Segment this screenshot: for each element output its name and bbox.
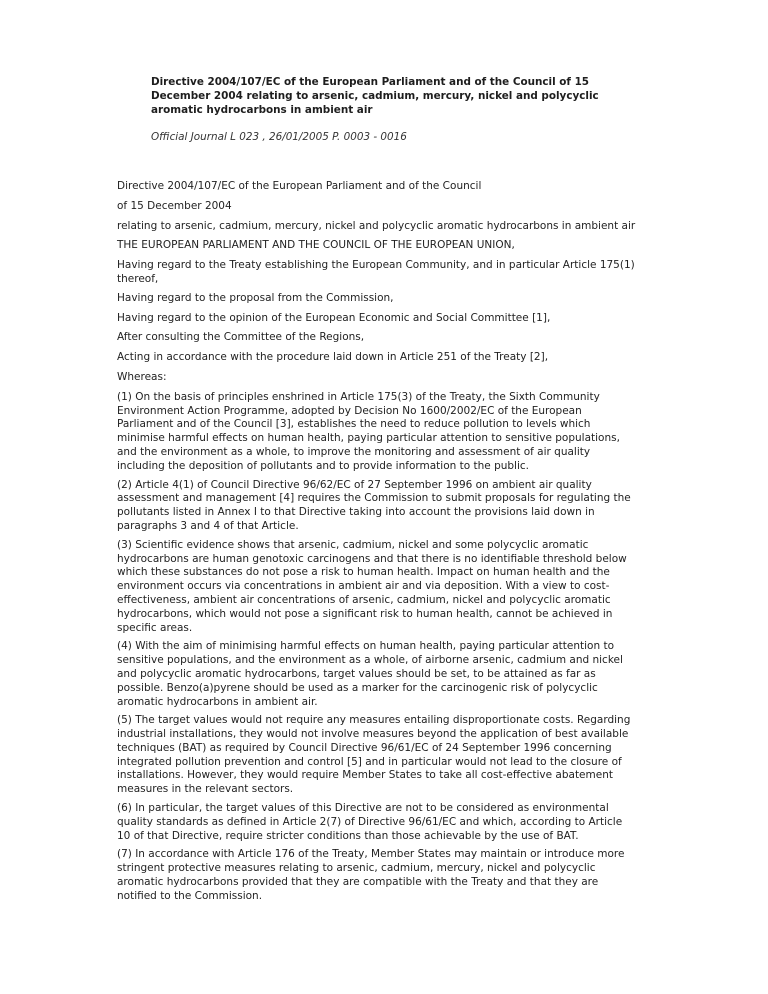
paragraph-citation-regions: After consulting the Committee of the Regions, <box>117 331 365 344</box>
recital-1: (1) On the basis of principles enshrined in Article 175(3) of the Treaty, the Sixth Community Environment Action Programme, adopted by Decision No 1600/2002/EC of the European Parliament and of the Council [3], establishes the need to reduce pollution to levels which minimise harmful effects on human health, paying particular attention to sensitive populations, and the environment as a whole, to improve the monitoring and assessment of air quality including the deposition of pollutants and to provide information to the public. <box>117 390 620 472</box>
paragraph-title-line-2: of 15 December 2004 <box>117 199 232 212</box>
document-header <box>151 75 621 143</box>
document-title: Directive 2004/107/EC of the European Parliament and of the Council of 15 December 2004 relating to arsenic, cadmium, mercury, nickel and polycyclic aromatic hydrocarbons in ambient air <box>151 76 599 116</box>
paragraph-citation-proposal: Having regard to the proposal from the Commission, <box>117 291 394 304</box>
paragraph-enacting-body: THE EUROPEAN PARLIAMENT AND THE COUNCIL OF THE EUROPEAN UNION, <box>117 239 515 252</box>
journal-reference: Official Journal L 023 , 26/01/2005 P. 0003 - 0016 <box>151 131 407 143</box>
recital-7: (7) In accordance with Article 176 of the Treaty, Member States may maintain or introduce more stringent protective measures relating to arsenic, cadmium, mercury, nickel and polycyclic aromatic hydrocarbons provided that they are compatible with the Treaty and that they are notified to the Commission. <box>117 848 625 902</box>
recital-4: (4) With the aim of minimising harmful effects on human health, paying particular attention to sensitive populations, and the environment as a whole, of airborne arsenic, cadmium and nickel and polycyclic aromatic hydrocarbons, target values should be set, to be attained as far as possible. Benzo(a)pyrene should be used as a marker for the carcinogenic risk of polycyclic aromatic hydrocarbons in ambient air. <box>117 640 623 708</box>
paragraph-title-line-1: Directive 2004/107/EC of the European Parliament and of the Council <box>117 180 482 192</box>
recital-3: (3) Scientific evidence shows that arsenic, cadmium, nickel and some polycyclic aromatic hydrocarbons are human genotoxic carcinogens and that there is no identifiable threshold below which these substances do not pose a risk to human health. Impact on human health and the environment occurs via concentrations in ambient air and via deposition. With a view to cost-effectiveness, ambient air concentrations of arsenic, cadmium, nickel and polycyclic aromatic hydrocarbons, which would not pose a significant risk to human health, cannot be achieved in specific areas. <box>117 538 627 634</box>
recital-6: (6) In particular, the target values of this Directive are not to be considered as environmental quality standards as defined in Article 2(7) of Directive 96/61/EC and which, according to Article 10 of that Directive, require stricter conditions than those achievable by the use of BAT. <box>117 802 623 842</box>
recital-2: (2) Article 4(1) of Council Directive 96/62/EC of 27 September 1996 on ambient air quality assessment and management [4] requires the Commission to submit proposals for regulating the pollutants listed in Annex I to that Directive taking into account the provisions laid down in paragraphs 3 and 4 of that Article. <box>117 478 631 532</box>
recital-5: (5) The target values would not require any measures entailing disproportionate costs. Regarding industrial installations, they would not involve measures beyond the application of best available techniques (BAT) as required by Council Directive 96/61/EC of 24 September 1996 concerning integrated pollution prevention and control [5] and in particular would not lead to the closure of installations. However, they would require Member States to take all cost-effective abatement measures in the relevant sectors. <box>117 714 631 796</box>
paragraph-citation-procedure: Acting in accordance with the procedure laid down in Article 251 of the Treaty [2], <box>117 351 549 364</box>
paragraph-citation-treaty: Having regard to the Treaty establishing the European Community, and in particular Article 175(1) thereof, <box>117 259 635 285</box>
paragraph-citation-opinion: Having regard to the opinion of the European Economic and Social Committee [1], <box>117 311 551 324</box>
paragraph-whereas: Whereas: <box>117 370 167 383</box>
paragraph-title-line-3: relating to arsenic, cadmium, mercury, nickel and polycyclic aromatic hydrocarbons in ambient air <box>117 219 636 232</box>
document-body <box>117 180 637 909</box>
